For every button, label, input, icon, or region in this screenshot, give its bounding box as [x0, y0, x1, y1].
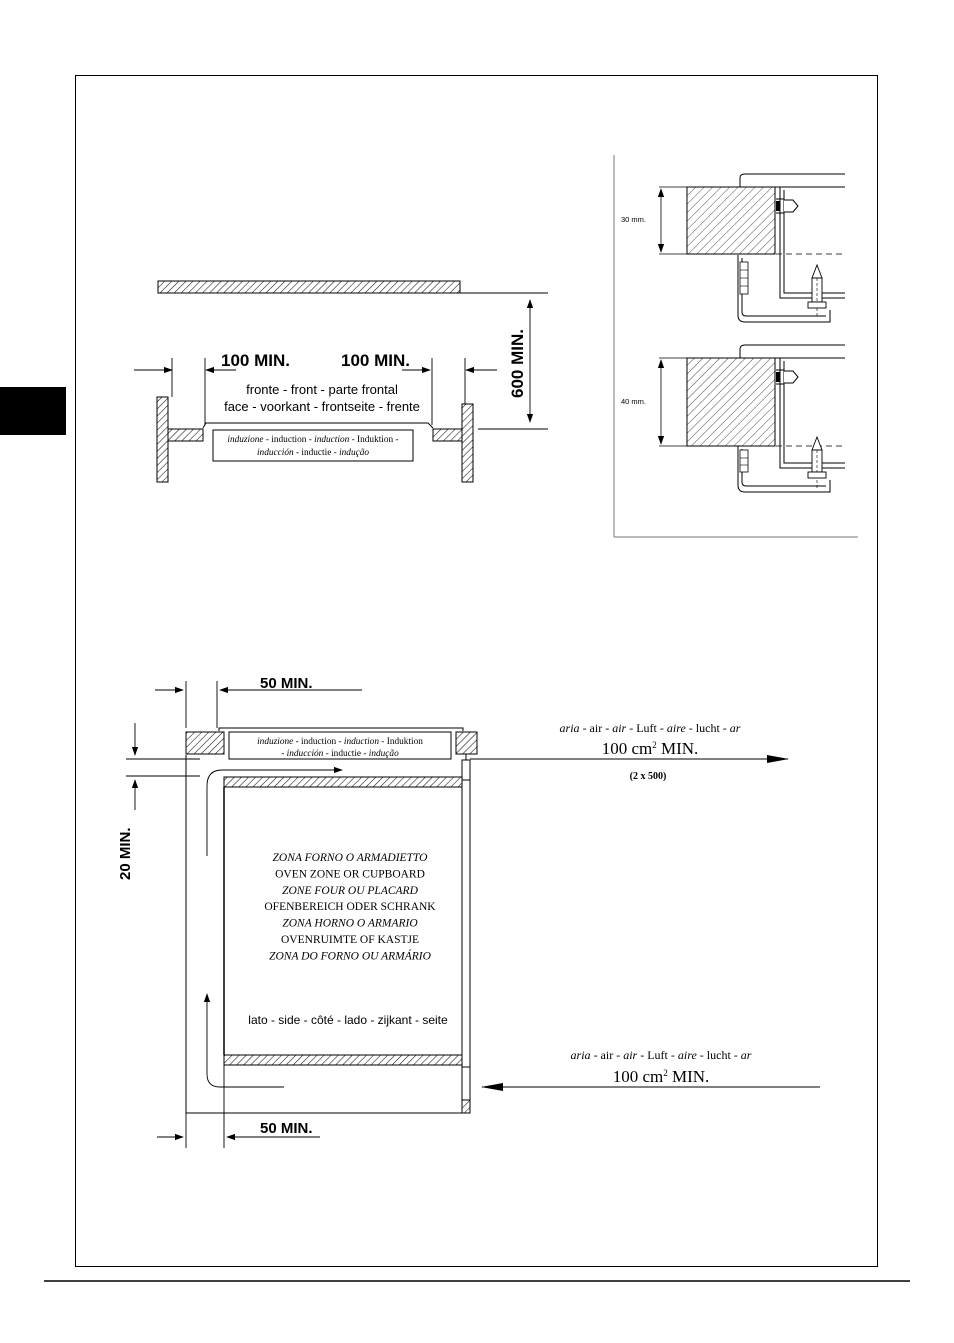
dim-right-label: 100 MIN.	[341, 351, 410, 370]
air-out-label	[560, 721, 741, 735]
hob-label-line2	[257, 448, 369, 458]
vent-hob-label-line2	[281, 749, 399, 759]
vent-worktop-left	[186, 732, 224, 754]
text-run: indução	[339, 448, 370, 458]
oven-zone-top-shelf	[224, 777, 462, 787]
text-run: air	[623, 1048, 638, 1062]
oven-zone-line: ZONA HORNO O ARMARIO	[282, 917, 418, 930]
left-side-wall	[157, 397, 168, 482]
dim-height-label: 600 MIN.	[508, 329, 527, 398]
rear-panel	[462, 780, 470, 1067]
oven-zone-line: OVEN ZONE OR CUPBOARD	[275, 868, 425, 881]
oven-zone-label	[264, 852, 436, 962]
text-run: ar	[729, 721, 741, 735]
text-run: - induction -	[293, 737, 344, 747]
dim-side-label: 20 MIN.	[117, 827, 134, 880]
text-run: induzione	[227, 435, 264, 445]
text-run: induction	[343, 737, 379, 747]
oven-zone-bottom-shelf	[224, 1055, 462, 1065]
front-label-line2: face - voorkant - frontseite - frente	[224, 399, 420, 414]
text-run: - Luft -	[637, 1048, 678, 1062]
text-run: inducción	[286, 749, 324, 759]
ventilation-diagram	[117, 675, 820, 1148]
oven-zone-line: ZONA FORNO O ARMADIETTO	[272, 852, 428, 864]
thickness-30-label: 30 mm.	[621, 215, 647, 224]
text-run: aire	[666, 721, 686, 735]
fixing-detail	[614, 155, 858, 537]
text-run: - air -	[590, 1048, 624, 1062]
air-in-label	[571, 1048, 752, 1062]
upper-shelf	[158, 281, 460, 293]
air-flow-path	[207, 994, 284, 1087]
text-run: - lucht -	[685, 721, 730, 735]
dim-bottom-label: 50 MIN.	[260, 1120, 313, 1137]
fixing-detail-40mm	[621, 345, 845, 492]
air-out-area: 100 $cm^2$ MIN.	[601, 739, 699, 758]
side-label: lato - side - côté - lado - zijkant - seite	[248, 1013, 448, 1027]
text-run: aire	[677, 1048, 697, 1062]
text-run: - air -	[579, 721, 613, 735]
thickness-40-label: 40 mm.	[621, 397, 647, 406]
oven-zone-line: OFENBEREICH ODER SCHRANK	[264, 901, 436, 914]
vent-hob-top-plate	[219, 728, 463, 731]
page-side-tab	[0, 387, 66, 435]
text-run: - induction -	[263, 435, 315, 445]
text-run: - inductie -	[293, 448, 340, 458]
vent-hob-label-line1	[257, 737, 423, 747]
text-run: - inductie -	[323, 749, 369, 759]
worktop-right	[433, 429, 462, 441]
oven-zone-line: OVENRUIMTE OF KASTJE	[281, 934, 419, 946]
vent-worktop-right	[456, 732, 477, 754]
dim-left-label: 100 MIN.	[221, 351, 290, 370]
fixing-detail-30mm	[621, 174, 845, 322]
air-out-note: (2 x 500)	[629, 771, 667, 782]
text-run: inducción	[256, 448, 294, 458]
text-run: aria	[570, 1048, 591, 1062]
text-run: induzione	[257, 737, 294, 747]
text-run: indução	[368, 749, 399, 759]
oven-zone-line: ZONE FOUR OU PLACARD	[282, 884, 418, 897]
air-in-area: 100 $cm^2$ MIN.	[612, 1067, 710, 1086]
text-run: - Induktion -	[349, 435, 399, 445]
text-run: - lucht -	[696, 1048, 741, 1062]
worktop-left	[168, 429, 203, 441]
hob-top-plate	[203, 423, 433, 428]
text-run: -	[281, 749, 287, 759]
dim-top-label: 50 MIN.	[260, 675, 313, 692]
rear-panel-upper	[462, 760, 470, 780]
text-run: air	[612, 721, 627, 735]
cutout-diagram	[134, 281, 548, 482]
text-run: ar	[740, 1048, 752, 1062]
hob-label-line1	[227, 435, 398, 445]
text-run: aria	[559, 721, 580, 735]
oven-zone-line: ZONA DO FORNO OU ARMÁRIO	[269, 950, 431, 963]
right-side-wall	[462, 404, 473, 482]
front-label-line1: fronte - front - parte frontal	[246, 382, 398, 397]
text-run: - Induktion	[378, 737, 423, 747]
text-run: induction	[314, 435, 350, 445]
text-run: - Luft -	[626, 721, 667, 735]
